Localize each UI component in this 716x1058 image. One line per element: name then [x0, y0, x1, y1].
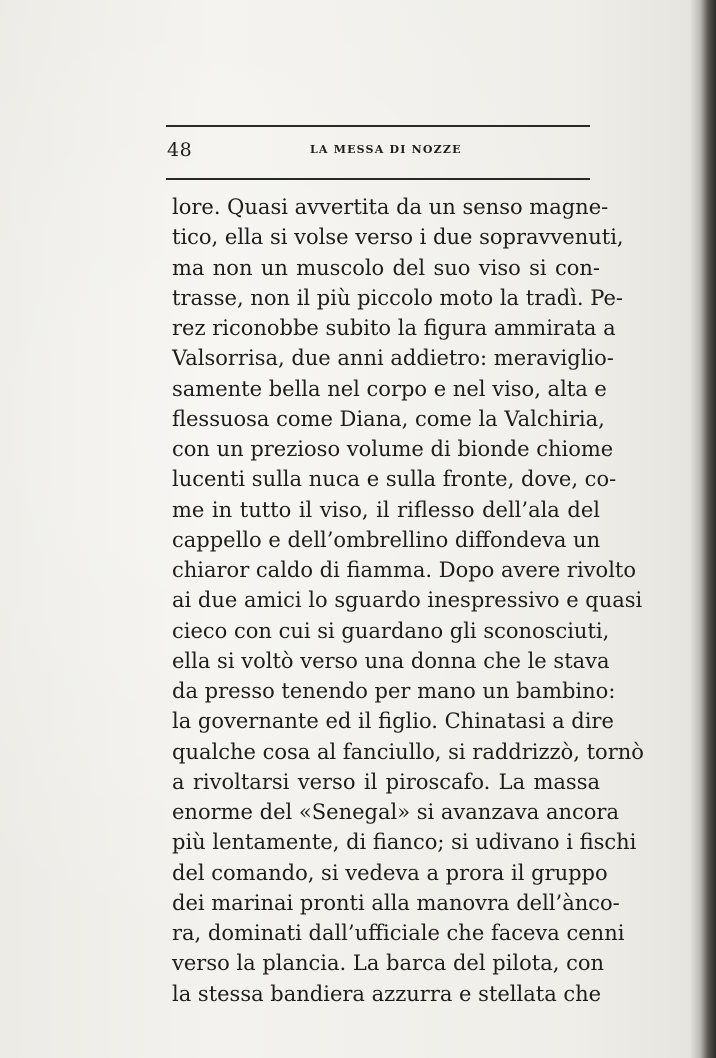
- text-line: ella si voltò verso una donna che le stava: [172, 648, 610, 673]
- text-line: ra, dominati dall’ufficiale che faceva cenni: [172, 921, 625, 945]
- text-line: dei marinai pronti alla manovra dell’àncο-: [172, 890, 620, 915]
- text-line: lucenti sulla nuca e sulla fronte, dove, co-: [172, 467, 617, 492]
- text-line: Valsorrisa, due anni addietro: meraviglio-: [172, 346, 614, 371]
- text-line: del comando, si vedeva a prora il gruppo: [172, 860, 608, 885]
- text-line: ai due amici lo sguardo inespressivo e quasi: [172, 588, 643, 613]
- text-line: più lentamente, di fianco; si udivano i fischi: [172, 830, 637, 855]
- text-line: la governante ed il figlio. Chinatasi a dire: [172, 709, 614, 734]
- header-rule-bottom: [166, 178, 590, 180]
- page-number: 48: [167, 139, 193, 161]
- book-binding-shadow: [690, 0, 716, 1058]
- text-line: tico, ella si volse verso i due sopravvenuti,: [172, 225, 624, 250]
- text-line: enorme del «Senegal» si avanzava ancora: [172, 800, 619, 824]
- text-line: cappello e dell’ombrellino diffondeva un: [172, 527, 601, 552]
- text-line: trasse, non il più piccolo moto la tradì. Pe-: [172, 285, 623, 310]
- text-line: samente bella nel corpo e nel viso, alta e: [172, 376, 607, 401]
- text-line: cieco con cui si guardano gli sconosciuti,: [172, 618, 610, 643]
- header-rule-top: [166, 125, 590, 127]
- text-line: flessuosa come Diana, come la Valchiria,: [172, 406, 605, 431]
- text-line: a rivoltarsi verso il piroscafo. La massa: [172, 769, 600, 794]
- body-text: [172, 192, 644, 1009]
- text-line: rez riconobbe subito la figura ammirata a: [172, 316, 616, 340]
- text-line: lore. Quasi avvertita da un senso magne-: [172, 195, 609, 219]
- text-line: me in tutto il viso, il riflesso dell’ala del: [172, 497, 600, 522]
- text-line: con un prezioso volume di bionde chiome: [172, 437, 614, 461]
- text-line: ma non un muscolo del suo viso si con-: [172, 255, 600, 280]
- text-line: qualche cosa al fanciullo, si raddrizzò, tornò: [172, 739, 644, 764]
- running-title: LA MESSA DI NOZZE: [310, 143, 462, 156]
- text-line: da presso tenendo per mano un bambino:: [172, 679, 616, 703]
- text-line: la stessa bandiera azzurra e stellata che: [172, 981, 602, 1006]
- text-line: chiaror caldo di fiamma. Dopo avere rivolto: [172, 558, 636, 582]
- text-line: verso la plancia. La barca del pilota, con: [172, 951, 605, 976]
